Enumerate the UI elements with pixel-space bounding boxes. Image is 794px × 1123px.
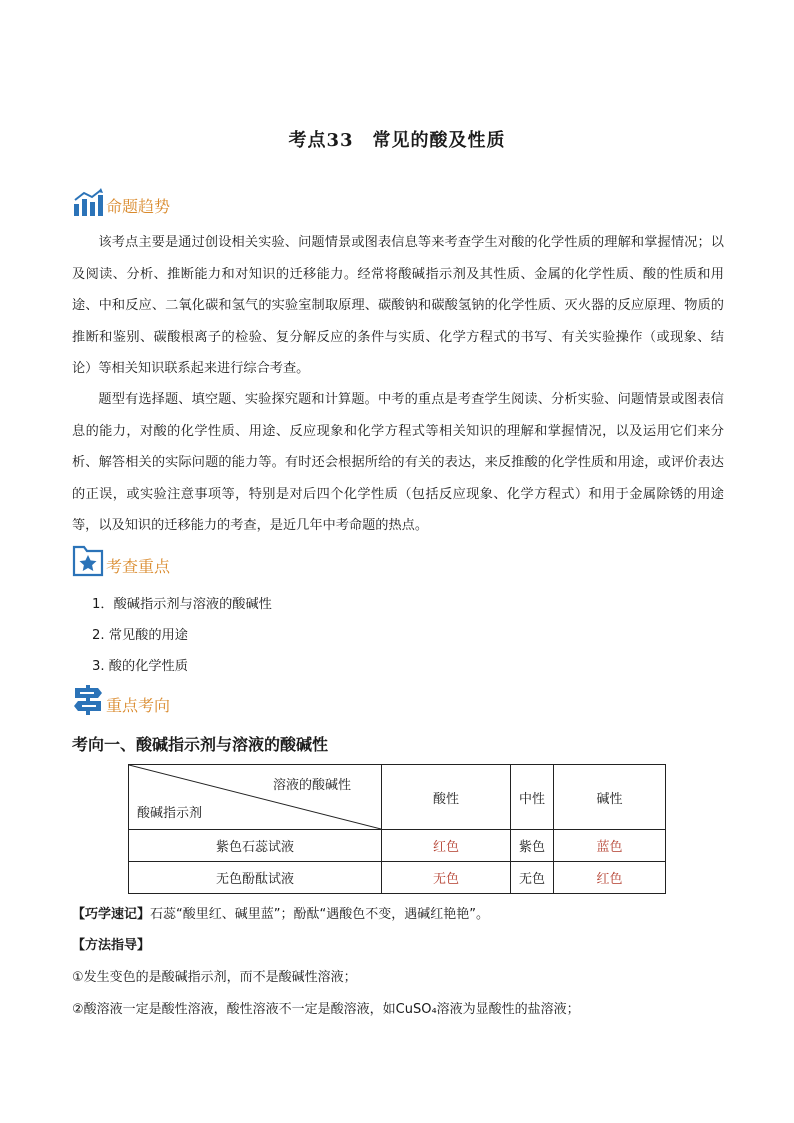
- trend-paragraph-1: 该考点主要是通过创设相关实验、问题情景或图表信息等来考查学生对酸的化学性质的理解和掌握情况；以及阅读、分析、推断能力和对知识的迁移能力。经常将酸碱指示剂及其性质、金属的化学性质、酸的性质和用途、中和反应、二氧化碳和氢气的实验室制取原理、碳酸钠和碳酸氢钠的化学性质、灭火器的反应原理、物质的推断和鉴别、碳酸根离子的检验、复分解反应的条件与实质、化学方程式的书写、有关实验操作（或现象、结论）等相关知识联系起来进行综合考查。: [72, 235, 724, 376]
- header-base: 碱性: [554, 765, 666, 830]
- base-color: 红色: [554, 862, 666, 894]
- section-label-direction: 重点考向: [106, 696, 171, 715]
- section-label-trend: 命题趋势: [106, 197, 171, 216]
- section-heading-focus: [72, 544, 170, 578]
- neutral-color: 无色: [511, 862, 554, 894]
- base-color: 蓝色: [554, 830, 666, 862]
- bar-chart-icon: [72, 188, 104, 218]
- focus-item-1: 1．酸碱指示剂与溶液的酸碱性: [92, 597, 272, 612]
- header-neutral: 中性: [511, 765, 554, 830]
- focus-item-3: 3. 酸的化学性质: [92, 659, 188, 674]
- memory-tip-label: 【巧学速记】: [72, 907, 151, 922]
- table-row: [129, 830, 666, 862]
- direction-heading: 考向一、酸碱指示剂与溶液的酸碱性: [72, 735, 329, 754]
- acid-color: 无色: [382, 862, 511, 894]
- signpost-icon: [72, 683, 104, 717]
- memory-tip-text: 石蕊“酸里红、碱里蓝”；酚酞“遇酸色不变，遇碱红艳艳”。: [150, 907, 489, 922]
- method-item-2: ②酸溶液一定是酸性溶液，酸性溶液不一定是酸溶液，如CuSO₄溶液为显酸性的盐溶液；: [72, 1002, 580, 1017]
- neutral-color: 紫色: [511, 830, 554, 862]
- focus-item-2: 2. 常见酸的用途: [92, 628, 188, 643]
- method-label-text: 【方法指导】: [72, 938, 151, 953]
- method-item-1: ①发生变色的是酸碱指示剂，而不是酸碱性溶液；: [72, 970, 357, 985]
- memory-tip: [72, 903, 489, 922]
- indicator-name: 紫色石蕊试液: [129, 830, 382, 862]
- table-row: [129, 862, 666, 894]
- indicator-table: [128, 764, 666, 894]
- header-acid: 酸性: [382, 765, 511, 830]
- corner-top-label: 溶液的酸碱性: [272, 778, 351, 793]
- acid-color: 红色: [382, 830, 511, 862]
- section-label-focus: 考查重点: [106, 557, 171, 576]
- trend-paragraph-2: 题型有选择题、填空题、实验探究题和计算题。中考的重点是考查学生阅读、分析实验、问题情景或图表信息的能力，对酸的化学性质、用途、反应现象和化学方程式等相关知识的理解和掌握情况，以及运用它们来分析、解答相关的实际问题的能力等。有时还会根据所给的有关的表达，来反推酸的化学性质和用途，或评价表达的正误，或实验注意事项等，特别是对后四个化学性质（包括反应现象、化学方程式）和用于金属除锈的用途等，以及知识的迁移能力的考查，是近几年中考命题的热点。: [72, 392, 724, 533]
- table-header-row: [129, 765, 666, 830]
- section-heading-trend: [72, 184, 170, 218]
- star-folder-icon: [72, 544, 104, 578]
- table-corner-cell: [129, 765, 382, 830]
- indicator-name: 无色酚酞试液: [129, 862, 382, 894]
- section-heading-direction: [72, 683, 170, 717]
- corner-bottom-label: 酸碱指示剂: [137, 806, 203, 821]
- method-label: [72, 934, 150, 953]
- page-title: 考点33 常见的酸及性质: [288, 130, 506, 151]
